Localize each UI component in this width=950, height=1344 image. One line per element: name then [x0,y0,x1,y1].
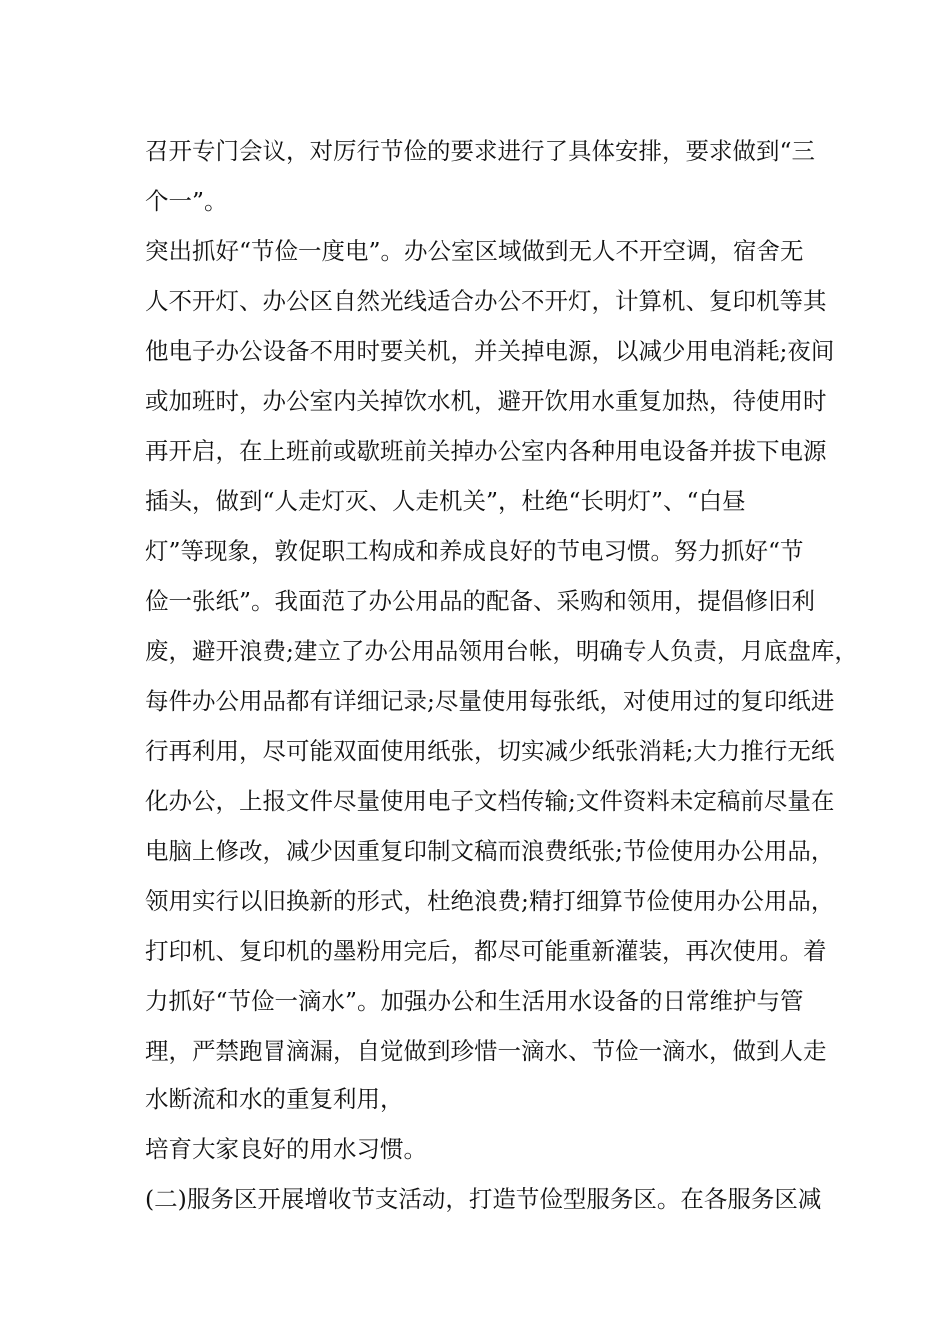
text-line: 电脑上修改，减少因重复印制文稿而浪费纸张;节俭使用办公用品， [145,837,835,865]
text-line: 再开启，在上班前或歇班前关掉办公室内各种用电设备并拔下电源 [145,437,827,465]
text-line: 每件办公用品都有详细记录;尽量使用每张纸，对使用过的复印纸进 [145,687,835,715]
text-line: 行再利用，尽可能双面使用纸张，切实减少纸张消耗;大力推行无纸 [145,737,835,765]
text-line: 灯”等现象，敦促职工构成和养成良好的节电习惯。努力抓好“节 [145,537,804,565]
text-line: 化办公，上报文件尽量使用电子文档传输;文件资料未定稿前尽量在 [145,787,835,815]
text-line: 培育大家良好的用水习惯。 [145,1135,427,1163]
text-line: 插头，做到“人走灯灭、人走机关”，杜绝“长明灯”、“白昼 [145,487,746,515]
text-line: 水断流和水的重复利用， [145,1085,404,1113]
text-line: 废，避开浪费;建立了办公用品领用台帐，明确专人负责，月底盘库， [145,637,858,665]
text-line: 或加班时，办公室内关掉饮水机，避开饮用水重复加热，待使用时 [145,387,827,415]
text-line: 领用实行以旧换新的形式，杜绝浪费;精打细算节俭使用办公用品， [145,887,835,915]
text-line: 力抓好“节俭一滴水”。加强办公和生活用水设备的日常维护与管 [145,987,804,1015]
text-line: (二)服务区开展增收节支活动，打造节俭型服务区。在各服务区减 [145,1185,822,1213]
text-line: 个一”。 [145,187,228,215]
text-line: 俭一张纸”。我面范了办公用品的配备、采购和领用，提倡修旧利 [145,587,816,615]
text-line: 召开专门会议，对厉行节俭的要求进行了具体安排，要求做到“三 [145,137,816,165]
text-line: 突出抓好“节俭一度电”。办公室区域做到无人不开空调，宿舍无 [145,237,804,265]
text-line: 打印机、复印机的墨粉用完后，都尽可能重新灌装，再次使用。着 [145,937,827,965]
text-line: 他电子办公设备不用时要关机，并关掉电源，以减少用电消耗;夜间 [145,337,835,365]
text-line: 人不开灯、办公区自然光线适合办公不开灯，计算机、复印机等其 [145,287,827,315]
text-line: 理，严禁跑冒滴漏，自觉做到珍惜一滴水、节俭一滴水，做到人走 [145,1037,827,1065]
